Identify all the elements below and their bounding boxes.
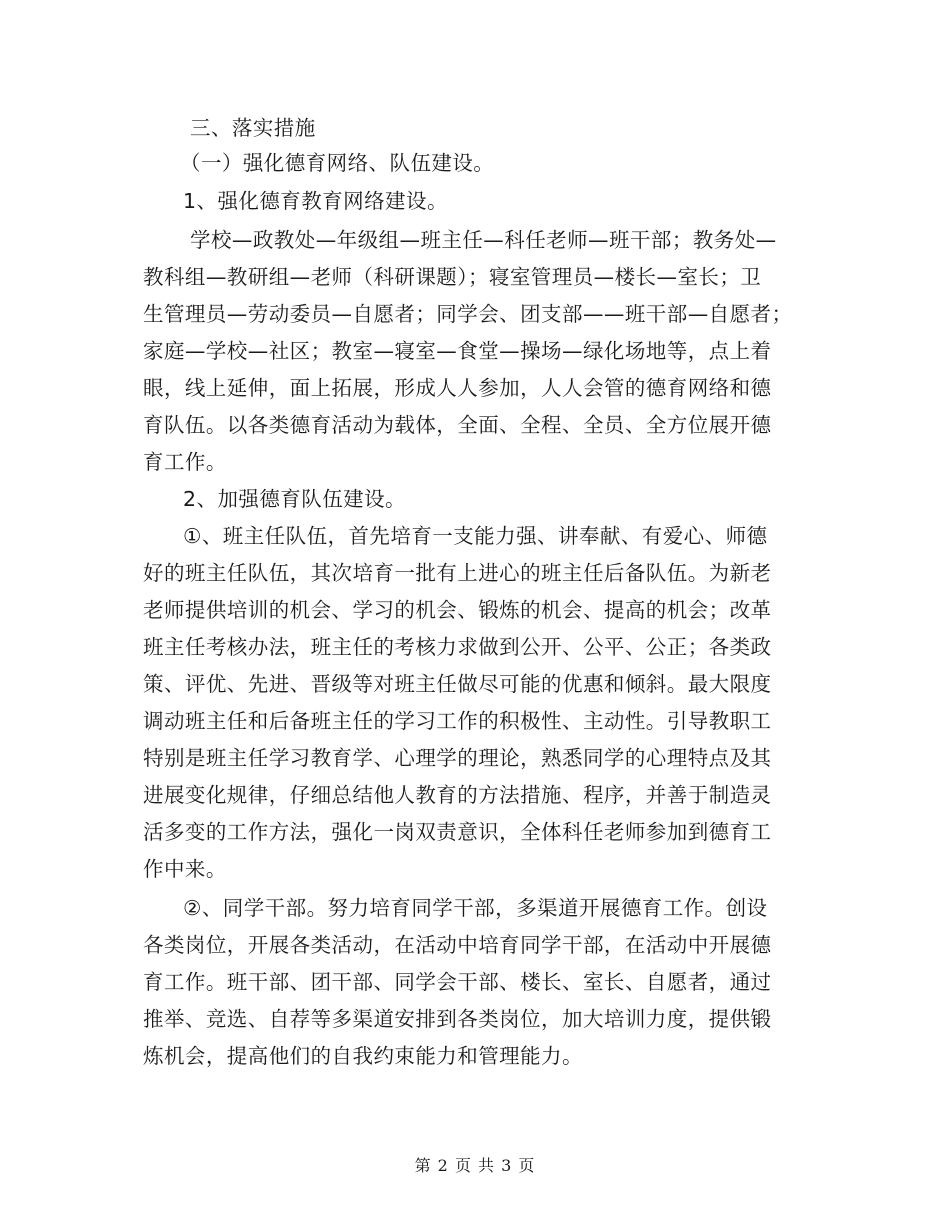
paragraph-line: 好的班主任队伍，其次培育一批有上进心的班主任后备队伍。为新老 [143, 561, 772, 585]
paragraph-line: 眼，线上延伸，面上拓展，形成人人参加，人人会管的德育网络和德 [143, 376, 772, 400]
paragraph-line: 作中来。 [143, 857, 227, 881]
paragraph-line: 育工作。 [143, 450, 227, 474]
paragraph-line: 炼机会，提高他们的自我约束能力和管理能力。 [143, 1044, 583, 1068]
paragraph-line: 生管理员—劳动委员—自愿者；同学会、团支部——班干部—自愿者； [143, 302, 793, 326]
paragraph-line: 进展变化规律，仔细总结他人教育的方法措施、程序，并善于制造灵 [143, 783, 772, 807]
page-number-footer: 第 2 页 共 3 页 [414, 1156, 536, 1175]
paragraph-line: 推举、竞选、自荐等多渠道安排到各类岗位，加大培训力度，提供锻 [143, 1007, 772, 1031]
paragraph-line: 学校—政教处—年级组—班主任—科任老师—班干部；教务处— [190, 228, 777, 252]
section-heading: 三、落实措施 [190, 116, 316, 140]
paragraph-line: 特别是班主任学习教育学、心理学的理论，熟悉同学的心理特点及其 [143, 746, 772, 770]
paragraph-line: 教科组—教研组—老师（科研课题）；寝室管理员—楼长—室长；卫 [143, 265, 762, 289]
paragraph-line: 育工作。班干部、团干部、同学会干部、楼长、室长、自愿者，通过 [143, 970, 772, 994]
paragraph-line: 各类岗位，开展各类活动，在活动中培育同学干部，在活动中开展德 [143, 933, 772, 957]
paragraph-line: 班主任考核办法，班主任的考核力求做到公开、公平、公正；各类政 [143, 635, 772, 659]
paragraph-line: 调动班主任和后备班主任的学习工作的积极性、主动性。引导教职工 [143, 709, 772, 733]
subsection-heading: （一）强化德育网络、队伍建设。 [180, 151, 495, 175]
paragraph-line: 活多变的工作方法，强化一岗双责意识，全体科任老师参加到德育工 [143, 820, 772, 844]
paragraph-line: 老师提供培训的机会、学习的机会、锻炼的机会、提高的机会；改革 [143, 598, 772, 622]
item-heading-2: 2、加强德育队伍建设。 [183, 487, 406, 511]
paragraph-line: 家庭—学校—社区；教室—寝室—食堂—操场—绿化场地等，点上着 [143, 339, 772, 363]
paragraph-line: ②、同学干部。努力培育同学干部，多渠道开展德育工作。创设 [183, 896, 768, 920]
paragraph-line: 策、评优、先进、晋级等对班主任做尽可能的优惠和倾斜。最大限度 [143, 672, 772, 696]
item-heading-1: 1、强化德育教育网络建设。 [183, 189, 448, 213]
paragraph-line: 育队伍。以各类德育活动为载体，全面、全程、全员、全方位展开德 [143, 413, 772, 437]
paragraph-line: ①、班主任队伍，首先培育一支能力强、讲奉献、有爱心、师德 [183, 524, 768, 548]
